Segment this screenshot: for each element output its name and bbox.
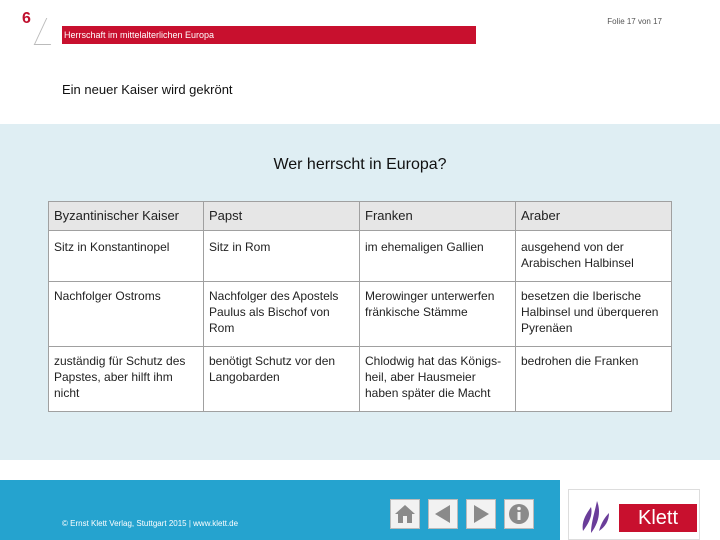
column-header: Araber — [516, 202, 672, 231]
klett-logo — [568, 489, 700, 540]
table-cell: Sitz in Rom — [204, 231, 360, 282]
table-cell: Sitz in Konstantinopel — [49, 231, 204, 282]
rulers-table — [48, 201, 672, 412]
table-row — [49, 231, 672, 282]
table-cell: Merowinger unterwerfen fränkische Stämme — [360, 282, 516, 347]
table-cell: zuständig für Schutz des Papstes, aber hilft ihm nicht — [49, 347, 204, 412]
home-icon — [391, 500, 419, 528]
column-header: Franken — [360, 202, 516, 231]
table-cell: bedrohen die Franken — [516, 347, 672, 412]
table-row — [49, 282, 672, 347]
slide-counter: Folie 17 von 17 — [607, 17, 662, 26]
table-cell: benötigt Schutz vor den Langobarden — [204, 347, 360, 412]
next-slide-button[interactable] — [466, 499, 496, 529]
column-header: Byzantinischer Kaiser — [49, 202, 204, 231]
chapter-number: 6 — [22, 10, 31, 27]
table-row — [49, 347, 672, 412]
table-cell: besetzen die Iberische Halbinsel und überqueren Pyrenäen — [516, 282, 672, 347]
table-cell: ausgehend von der Arabischen Halbinsel — [516, 231, 672, 282]
topic-rule — [62, 43, 476, 44]
slide-subtitle: Ein neuer Kaiser wird gekrönt — [62, 82, 233, 97]
table-cell: im ehemaligen Gallien — [360, 231, 516, 282]
info-icon — [505, 500, 533, 528]
back-icon — [429, 500, 457, 528]
copyright-text: © Ernst Klett Verlag, Stuttgart 2015 | www.klett.de — [62, 519, 239, 528]
topic-title: Herrschaft im mittelalterlichen Europa — [64, 30, 215, 40]
info-button[interactable] — [504, 499, 534, 529]
topic-banner — [62, 26, 476, 43]
table-title: Wer herrscht in Europa? — [273, 156, 447, 173]
column-header: Papst — [204, 202, 360, 231]
table-cell: Chlodwig hat das Königs-heil, aber Hausmeier haben später die Macht — [360, 347, 516, 412]
table-cell: Nachfolger des Apostels Paulus als Bischof von Rom — [204, 282, 360, 347]
table-header-row — [49, 202, 672, 231]
home-button[interactable] — [390, 499, 420, 529]
decorative-corner-line — [34, 18, 64, 45]
table-cell: Nachfolger Ostroms — [49, 282, 204, 347]
brand-wordmark: Klett — [619, 504, 697, 532]
klett-leaf-icon — [575, 493, 615, 537]
forward-icon — [467, 500, 495, 528]
previous-slide-button[interactable] — [428, 499, 458, 529]
